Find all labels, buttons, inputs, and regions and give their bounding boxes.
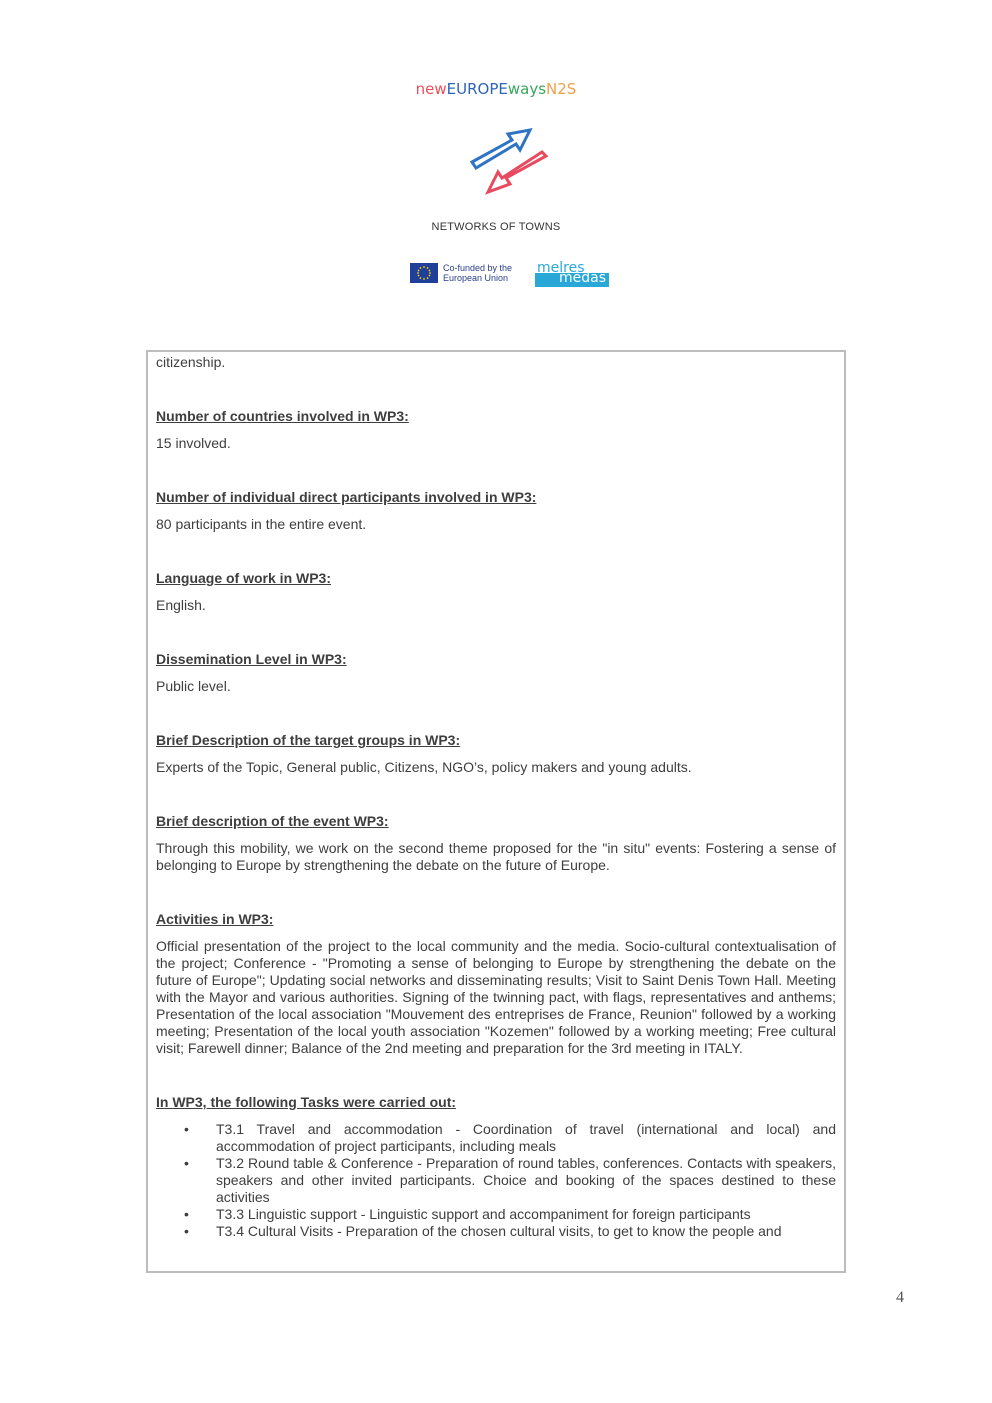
eu-funding-text: [443, 263, 512, 283]
heading-language: Language of work in WP3:: [156, 570, 332, 586]
brand-part-ways: ways: [507, 80, 547, 98]
task-text: T3.1 Travel and accommodation - Coordination of travel (international and local) and accommodation of project participants, including meals: [216, 1121, 836, 1154]
task-item: [184, 1155, 836, 1206]
task-text: T3.4 Cultural Visits - Preparation of the chosen cultural visits, to get to know the people and: [216, 1223, 782, 1239]
task-item: [184, 1121, 836, 1155]
eu-funding-line2: European Union: [443, 273, 509, 283]
bullet-icon: •: [184, 1206, 189, 1222]
body-language: English.: [156, 597, 206, 613]
lead-text: citizenship.: [156, 354, 226, 370]
heading-tasks: In WP3, the following Tasks were carried out:: [156, 1094, 457, 1110]
bullet-icon: •: [184, 1155, 189, 1171]
eu-funding-line1: Co-funded by the: [443, 263, 513, 273]
eu-flag-icon: [410, 263, 438, 283]
body-participants: 80 participants in the entire event.: [156, 516, 367, 532]
body-countries: 15 involved.: [156, 435, 231, 451]
heading-event-description: Brief description of the event WP3:: [156, 813, 389, 829]
melres-logo-top: melres: [537, 260, 585, 276]
heading-participants: Number of individual direct participants involved in WP3:: [156, 489, 537, 505]
brand-part-europe: EUROPE: [446, 80, 508, 98]
heading-dissemination: Dissemination Level in WP3:: [156, 651, 347, 667]
page-number: 4: [896, 1289, 904, 1306]
melres-medas-logo: [535, 262, 609, 287]
heading-activities: Activities in WP3:: [156, 911, 274, 927]
tasks-list: [156, 1121, 836, 1240]
heading-target-groups: Brief Description of the target groups in WP3:: [156, 732, 461, 748]
heading-countries: Number of countries involved in WP3:: [156, 408, 409, 424]
brand-part-new: new: [415, 80, 447, 98]
melres-logo-bottom: medas: [558, 270, 606, 286]
bullet-icon: •: [184, 1223, 189, 1239]
task-text: T3.2 Round table & Conference - Preparation of round tables, conferences. Contacts with speakers, speakers and other invited participants. Choice and booking of the spaces destined to these activities: [216, 1155, 836, 1205]
networks-of-towns-tagline: NETWORKS OF TOWNS: [431, 221, 561, 233]
project-brand-title: [0, 80, 992, 98]
exchange-arrows-logo-icon: [466, 126, 556, 198]
body-dissemination: Public level.: [156, 678, 231, 694]
body-activities: Official presentation of the project to the local community and the media. Socio-cultural contextualisation of the project; Conference - "Promoting a sense of belonging to Europe by strengthening the debate on the future of Europe"; Updating social networks and disseminating results; Visit to Saint Denis Town Hall. Meeting with the Mayor and various authorities. Signing of the twinning pact, with flags, representatives and anthems; Presentation of the local association "Mouvement des entreprises de France, Reunion" followed by a working meeting; Presentation of the local youth association "Kozemen" followed by a working meeting; Free cultural visit; Farewell dinner; Balance of the 2nd meeting and preparation for the 3rd meeting in ITALY.: [156, 938, 836, 1056]
task-item: [184, 1206, 836, 1223]
task-text: T3.3 Linguistic support - Linguistic support and accompaniment for foreign participants: [216, 1206, 751, 1222]
eu-cofunded-logo: [410, 263, 512, 283]
brand-part-n2s: N2S: [546, 80, 577, 98]
body-target-groups: Experts of the Topic, General public, Citizens, NGO’s, policy makers and young adults.: [156, 759, 692, 775]
wp3-details-table-cell: [146, 350, 846, 1273]
body-event-description: Through this mobility, we work on the second theme proposed for the "in situ" events: Fostering a sense of belonging to Europe by strengthening the debate on the future of Europe.: [156, 840, 836, 873]
bullet-icon: •: [184, 1121, 189, 1137]
task-item: [184, 1223, 836, 1240]
